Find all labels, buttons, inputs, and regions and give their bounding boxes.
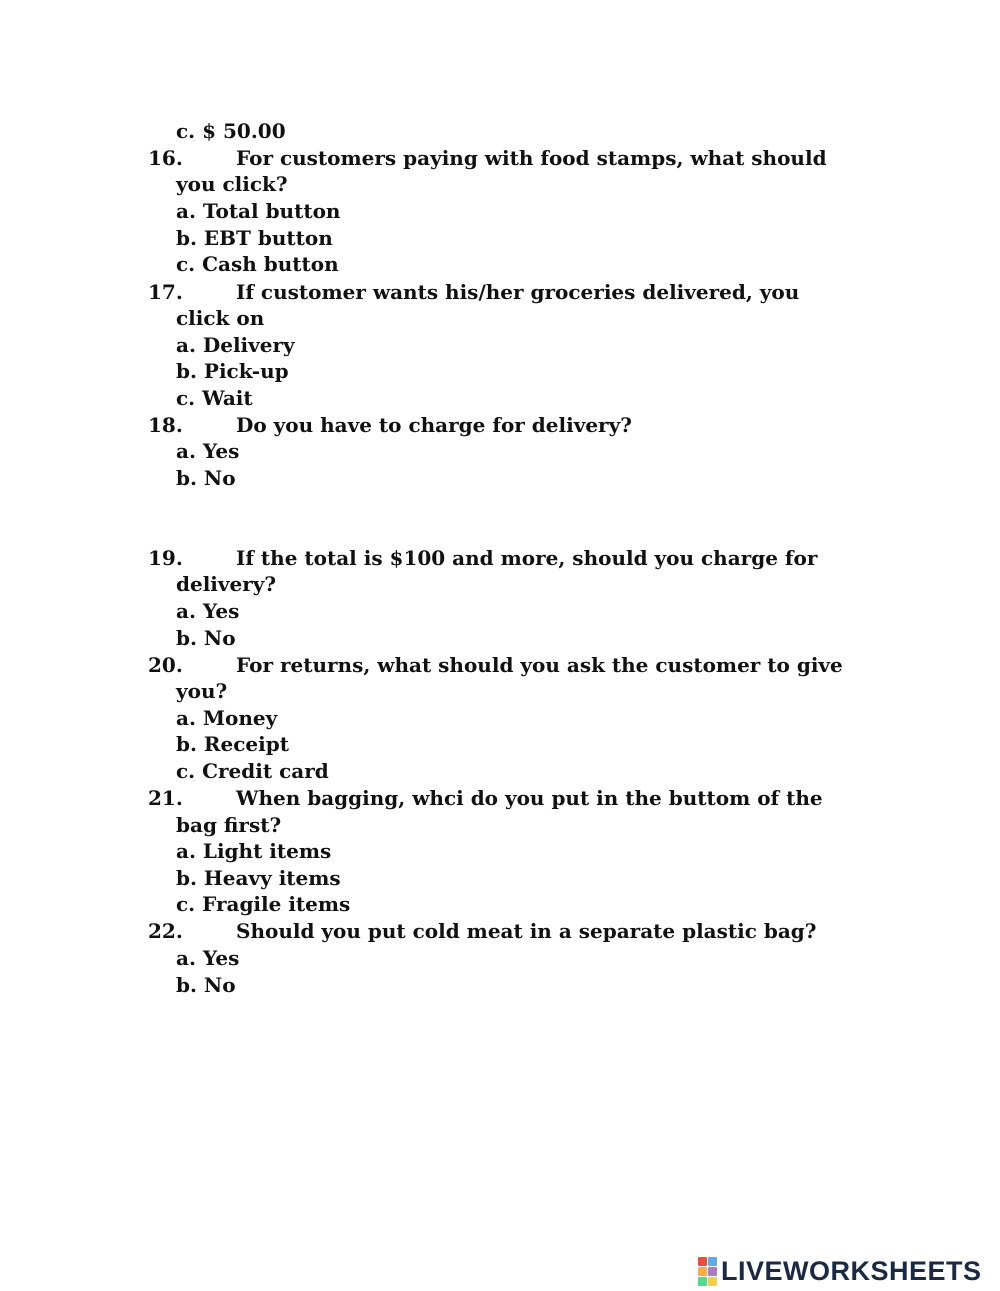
- question-text: If customer wants his/her groceries delivered, you: [236, 280, 800, 304]
- question-text-continued: click on: [176, 306, 265, 330]
- option-a[interactable]: a. Delivery: [176, 333, 295, 357]
- option-a[interactable]: a. Yes: [176, 439, 240, 463]
- question-text: Do you have to charge for delivery?: [236, 413, 632, 437]
- question-number: 22.: [148, 919, 183, 943]
- question-number: 19.: [148, 546, 183, 570]
- question-text-continued: bag first?: [176, 813, 282, 837]
- question-text-continued: delivery?: [176, 572, 277, 596]
- option-a[interactable]: a. Yes: [176, 946, 240, 970]
- liveworksheets-logo: [698, 1256, 982, 1286]
- option-b[interactable]: b. No: [176, 626, 236, 650]
- question-text-continued: you click?: [176, 172, 288, 196]
- logo-block: [698, 1257, 707, 1266]
- option-c[interactable]: c. Credit card: [176, 759, 329, 783]
- logo-block: [708, 1257, 717, 1266]
- option-a[interactable]: a. Light items: [176, 839, 332, 863]
- logo-block: [708, 1267, 717, 1276]
- option-b[interactable]: b. No: [176, 466, 236, 490]
- question-text: If the total is $100 and more, should you charge for: [236, 546, 818, 570]
- question-number: 16.: [148, 146, 183, 170]
- previous-option-c: c. $ 50.00: [176, 119, 286, 143]
- option-c[interactable]: c. Cash button: [176, 252, 339, 276]
- question-text-continued: you?: [176, 679, 228, 703]
- question-text: When bagging, whci do you put in the buttom of the: [236, 786, 823, 810]
- option-a[interactable]: a. Yes: [176, 599, 240, 623]
- option-b[interactable]: b. No: [176, 973, 236, 997]
- question-number: 18.: [148, 413, 183, 437]
- question-number: 21.: [148, 786, 183, 810]
- option-c[interactable]: c. Fragile items: [176, 892, 351, 916]
- logo-blocks-icon: [698, 1257, 717, 1286]
- option-b[interactable]: b. EBT button: [176, 226, 333, 250]
- logo-text: LIVEWORKSHEETS: [721, 1255, 982, 1286]
- logo-block: [708, 1277, 717, 1286]
- option-b[interactable]: b. Heavy items: [176, 866, 341, 890]
- logo-block: [698, 1267, 707, 1276]
- logo-block: [698, 1277, 707, 1286]
- question-text: For returns, what should you ask the customer to give: [236, 653, 843, 677]
- question-number: 17.: [148, 280, 183, 304]
- question-text: Should you put cold meat in a separate plastic bag?: [236, 919, 817, 943]
- option-a[interactable]: a. Money: [176, 706, 278, 730]
- option-b[interactable]: b. Pick-up: [176, 359, 289, 383]
- question-text: For customers paying with food stamps, what should: [236, 146, 827, 170]
- option-b[interactable]: b. Receipt: [176, 732, 289, 756]
- option-c[interactable]: c. Wait: [176, 386, 253, 410]
- option-a[interactable]: a. Total button: [176, 199, 341, 223]
- question-number: 20.: [148, 653, 183, 677]
